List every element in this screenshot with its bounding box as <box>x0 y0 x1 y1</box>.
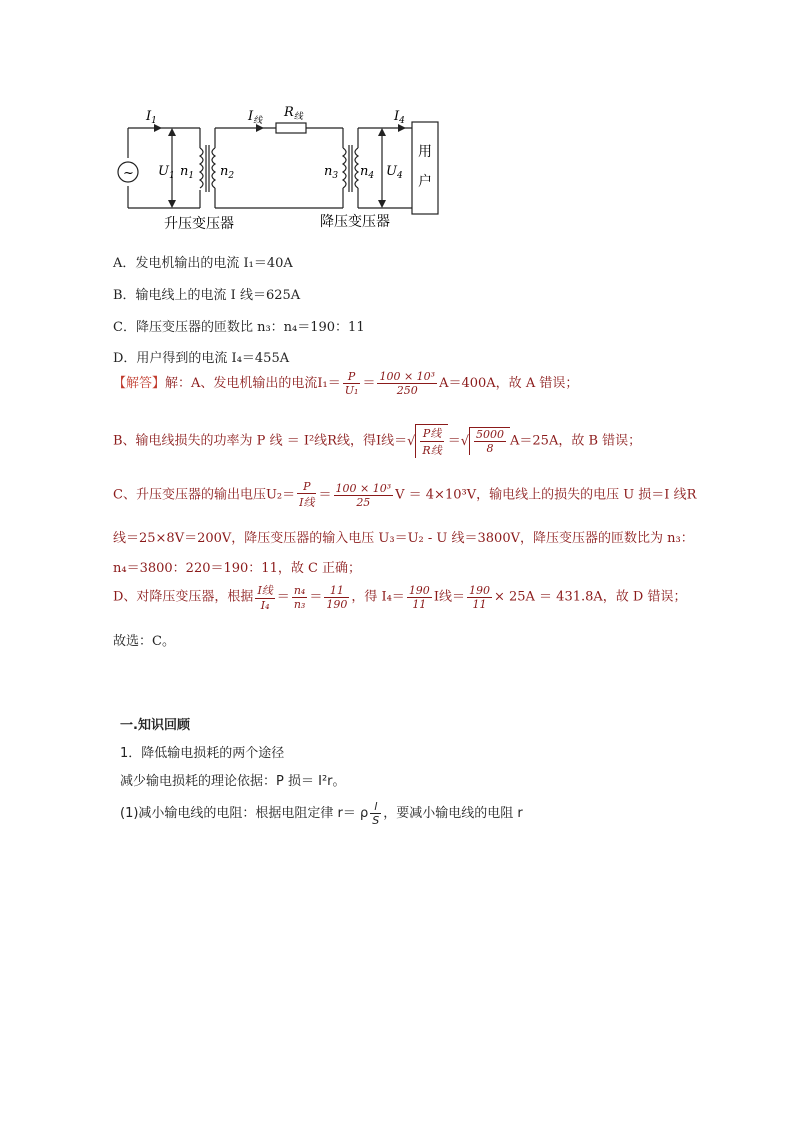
solution-a-lhs: I₁＝ <box>317 376 341 391</box>
option-c: C．降压变压器的匝数比 n₃：n₄＝190：11 <box>113 320 365 335</box>
label-Iline: $I_线$ <box>248 109 263 126</box>
solution-a-intro: 解：A、发电机输出的电流 <box>165 376 318 391</box>
knowledge-theory: 减少输电损耗的理论依据：P 损＝ I²r。 <box>120 774 346 789</box>
label-I4: $I_4$ <box>394 109 405 126</box>
solution-d-intro: D、对降压变压器，根据 <box>113 589 254 605</box>
label-n1: $n_1$ <box>180 164 195 181</box>
fraction: $\frac{\text{n₄}}{\text{n₃}}$ <box>293 583 306 611</box>
answer-line: 故选：C。 <box>113 634 175 649</box>
label-Rline: $R_线$ <box>284 105 303 122</box>
fraction: $\frac{\text{I线}}{\text{I₄}}$ <box>257 584 273 612</box>
fraction: $\frac{l}{S}$ <box>372 800 380 827</box>
label-n2: $n_2$ <box>220 164 235 181</box>
solution-c-line2: 线＝25×8V＝200V，降压变压器的输入电压 U₃＝U₂ - U 线＝3800V，降压变压器的匝数比为 n₃： <box>113 531 694 546</box>
label-n4: $n_4$ <box>360 164 375 181</box>
sqrt: √ $\frac{5000}{8}$ <box>461 427 510 455</box>
circuit-diagram <box>100 100 460 240</box>
knowledge-sub-1-pre: (1)减小输电线的电阻：根据电阻定律 r＝ ρ <box>120 806 369 821</box>
label-n3: $n_3$ <box>324 164 339 181</box>
solution-c-tail: V ＝ 4×10³V，输电线上的损失的电压 U 损＝I 线R <box>395 487 697 503</box>
solution-b-intro: B、输电线损失的功率为 P 线 ＝ I²线R线，得I线＝ <box>113 433 408 449</box>
fraction: $\frac{P}{\text{U₁}}$ <box>344 370 359 397</box>
solution-b-tail: A＝25A，故 B 错误； <box>510 433 642 449</box>
sqrt: √ $\frac{\text{P线}}{\text{R线}}$ <box>407 424 448 458</box>
label-U4: $U_4$ <box>386 164 403 181</box>
fraction: $\frac{11}{190}$ <box>326 583 348 611</box>
option-b: B．输电线上的电流 I 线＝625A <box>113 288 301 303</box>
label-U1: $U_1$ <box>158 164 175 181</box>
step-down-label: 降压变压器 <box>320 214 390 230</box>
solution-d-tail: × 25A ＝ 431.8A，故 D 错误； <box>493 589 687 605</box>
source-symbol: ~ <box>123 166 134 181</box>
solution-c: C、升压变压器的输出电压U₂＝ $\frac{P}{\text{I线}}$ ＝ $\frac{\text{100 × 10³}}{25}$ V ＝ 4×10³V，输电线上的损失的电压 U 损＝I 线R <box>113 480 697 509</box>
knowledge-heading: 一.知识回顾 <box>120 718 190 733</box>
solution-d: D、对降压变压器，根据 $\frac{\text{I线}}{\text{I₄}}$ ＝ $\frac{\text{n₄}}{\text{n₃}}$ ＝ $\frac{11}{190}$ ，得 I₄＝ $\frac{190}{11}$ I线＝ $\frac{190}{11}$ × 25A ＝ 431.8A，故 D 错误； <box>113 583 687 612</box>
user-char-2: 户 <box>418 174 432 190</box>
option-d: D．用户得到的电流 I₄＝455A <box>113 351 290 366</box>
solution-a: 【解答】解：A、发电机输出的电流I₁＝ $\frac{P}{\text{U₁}}$ ＝ $\frac{\text{100 × 10³}}{250}$ A＝400A，故 A 错误； <box>113 370 579 397</box>
knowledge-item-1: 1．降低输电损耗的两个途径 <box>120 746 285 761</box>
option-a: A．发电机输出的电流 I₁＝40A <box>113 256 293 271</box>
solution-b: B、输电线损失的功率为 P 线 ＝ I²线R线，得I线＝√ $\frac{\text{P线}}{\text{R线}}$ ＝√ $\frac{5000}{8}$ A＝25A，故 B 错误； <box>113 424 641 458</box>
knowledge-sub-1-post: ，要减小输电线的电阻 r <box>383 806 523 821</box>
solution-c-intro: C、升压变压器的输出电压U₂＝ <box>113 487 296 503</box>
fraction: $\frac{\text{100 × 10³}}{250}$ <box>379 370 436 397</box>
solution-c-line3: n₄＝3800：220＝190：11，故 C 正确； <box>113 561 362 576</box>
fraction: $\frac{P}{\text{I线}}$ <box>299 480 315 509</box>
knowledge-sub-1 <box>120 800 523 827</box>
solution-a-tail: A＝400A，故 A 错误； <box>439 376 579 391</box>
fraction: $\frac{190}{11}$ <box>408 583 430 611</box>
solution-bracket: 【解答】 <box>113 376 166 391</box>
fraction: $\frac{190}{11}$ <box>468 583 490 611</box>
user-char-1: 用 <box>418 144 432 160</box>
fraction: $\frac{\text{100 × 10³}}{25}$ <box>335 481 392 509</box>
step-up-label: 升压变压器 <box>164 216 234 232</box>
label-I1: $I_1$ <box>146 109 157 126</box>
